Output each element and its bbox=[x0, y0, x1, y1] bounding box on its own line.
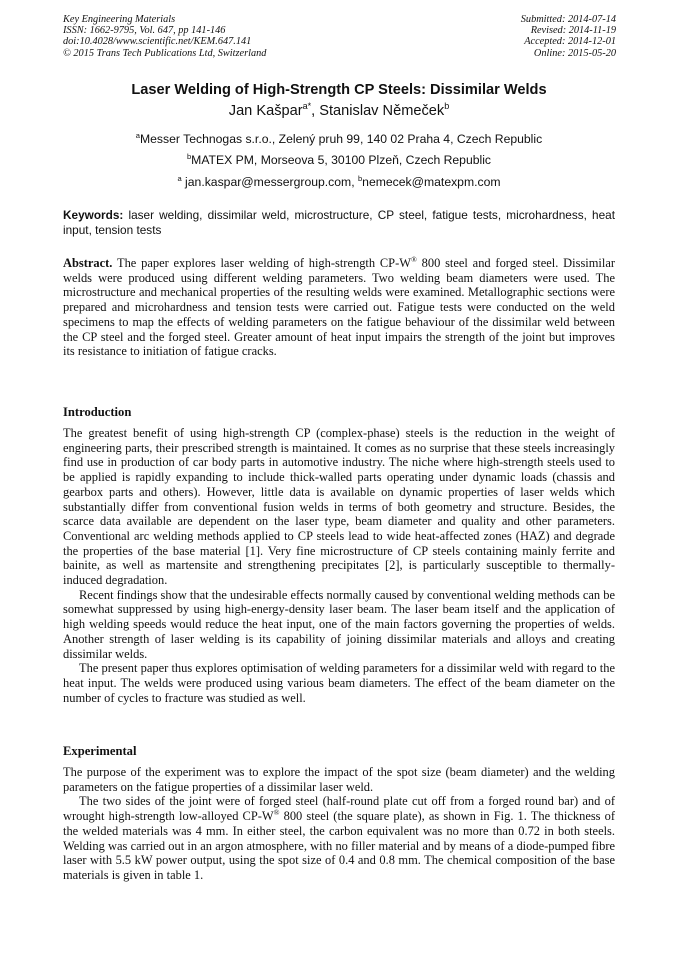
abstract-text-1: The paper explores laser welding of high-strength CP-W bbox=[112, 256, 411, 270]
author-emails bbox=[0, 175, 678, 189]
affiliation-b bbox=[0, 153, 678, 167]
author-1-affiliation-mark: a* bbox=[302, 101, 312, 112]
affiliation-a bbox=[0, 132, 678, 146]
affiliation-b-text: MATEX PM, Morseova 5, 30100 Plzeň, Czech Republic bbox=[191, 153, 492, 167]
keywords-text: laser welding, dissimilar weld, microstructure, CP steel, fatigue tests, microhardness, heat input, tension tests bbox=[63, 208, 615, 237]
author-2-affiliation-mark: b bbox=[444, 101, 450, 112]
affiliation-a-mark: a bbox=[135, 130, 140, 140]
registered-mark: ® bbox=[410, 254, 417, 264]
experimental-heading: Experimental bbox=[63, 744, 137, 758]
email-a-mark: a bbox=[177, 173, 182, 183]
exp-paragraph-2 bbox=[63, 794, 615, 882]
intro-paragraph-1: The greatest benefit of using high-strength CP (complex-phase) steels is the reduction in the weight of engineering parts, their prescribed strength is maintained. It comes as no surprise that these steels increasingly find use in production of car body parts in automotive industry. The niche where high-strength steels used to be applied is rapidly expanding to include thick-walled parts operating under dynamic loads (chassis and gearbox parts and others). However, little data is available on dynamic properties of laser welds which substantially differ from conventional fusion welds in terms of both geometry and structure. Besides, the scarce data available are dependent on the laser type, beam diameter and quality and other parameters. Conventional arc welding methods applied to CP steels lead to wide heat-affected zones (HAZ) and degrade the properties of the base material [1]. Very fine microstructure of CP steels containing mainly ferrite and bainite, as well as martensite and strengthening precipitates [2], is particularly susceptible to thermally-induced degradation. bbox=[63, 426, 615, 588]
exp-paragraph-2-a: The two sides of the joint were of forged steel (half-round plate cut off from a forged round bar) and of wrought high-strength low-alloyed CP-W bbox=[63, 794, 615, 824]
accepted-date: Accepted: 2014-12-01 bbox=[524, 36, 616, 48]
email-a: jan.kaspar@messergroup.com, bbox=[181, 175, 358, 189]
copyright-line: © 2015 Trans Tech Publications Ltd, Switzerland bbox=[63, 47, 267, 59]
introduction-body bbox=[63, 426, 615, 705]
registered-mark: ® bbox=[273, 807, 280, 817]
online-date: Online: 2015-05-20 bbox=[533, 47, 616, 59]
abstract-label: Abstract. bbox=[63, 256, 113, 270]
affiliation-b-mark: b bbox=[186, 151, 192, 161]
intro-paragraph-3: The present paper thus explores optimisation of welding parameters for a dissimilar weld with regard to the heat input. The welds were produced using various beam diameters. The effect of the beam diameter on the number of cycles to fracture was studied as well. bbox=[63, 661, 615, 705]
abstract bbox=[63, 256, 615, 359]
email-b: nemecek@matexpm.com bbox=[362, 175, 501, 189]
abstract-text-2: 800 steel and forged steel. Dissimilar welds were produced using different welding parameters. Two welding beam diameters were used. The microstructure and mechanical properties of the resulting welds were examined. Metallographic sections were prepared and microhardness and tension tests were carried out. Fatigue tests were conducted on the weld specimens to map the effects of welding parameters on the fatigue behaviour of the dissimilar weld between the CP steel and the forged steel. Greater amount of heat input impairs the strength of the joint but improves its resistance to initiation of fatigue cracks. bbox=[63, 256, 615, 359]
doi-line: doi:10.4028/www.scientific.net/KEM.647.141 bbox=[63, 36, 252, 48]
revised-date: Revised: 2014-11-19 bbox=[530, 25, 616, 37]
paper-title: Laser Welding of High-Strength CP Steels: Dissimilar Welds bbox=[131, 82, 547, 98]
experimental-body bbox=[63, 765, 615, 883]
email-b-mark: b bbox=[357, 173, 363, 183]
intro-paragraph-2: Recent findings show that the undesirable effects normally caused by conventional welding methods can be somewhat suppressed by using high-energy-density laser beam. The laser beam itself and the application of high welding speeds would reduce the heat input, one of the main factors governing the properties of welds. Another strength of laser welding is its capability of joining dissimilar materials and alloys and creating dissimilar welds. bbox=[63, 587, 615, 661]
keywords bbox=[63, 208, 615, 237]
author-1: Jan Kašpar bbox=[228, 103, 303, 119]
journal-info bbox=[63, 14, 266, 59]
journal-name: Key Engineering Materials bbox=[63, 14, 176, 25]
submitted-date: Submitted: 2014-07-14 bbox=[520, 14, 616, 25]
author-2: Stanislav Němeček bbox=[319, 103, 445, 119]
introduction-heading: Introduction bbox=[63, 405, 132, 419]
publication-dates bbox=[521, 14, 616, 59]
author-separator: , bbox=[311, 103, 320, 119]
exp-paragraph-1: The purpose of the experiment was to explore the impact of the spot size (beam diameter) and the welding parameters on the fatigue properties of a dissimilar laser weld. bbox=[63, 765, 615, 794]
affiliation-a-text: Messer Technogas s.r.o., Zelený pruh 99, 140 02 Praha 4, Czech Republic bbox=[140, 132, 543, 146]
issn-line: ISSN: 1662-9795, Vol. 647, pp 141-146 bbox=[63, 25, 226, 37]
exp-paragraph-2-b: 800 steel (the square plate), as shown in Fig. 1. The thickness of the welded materials was 4 mm. In either steel, the carbon equivalent was no more than 0.72 in both steels. Welding was carried out in an argon atmosphere, with no filler material and by means of a diode-pumped fibre laser with 5.5 kW power output, using the spot size of 0.4 and 0.8 mm. The chemical composition of the base materials is given in table 1. bbox=[63, 809, 615, 882]
author-list bbox=[0, 103, 678, 119]
keywords-label: Keywords: bbox=[63, 208, 124, 222]
